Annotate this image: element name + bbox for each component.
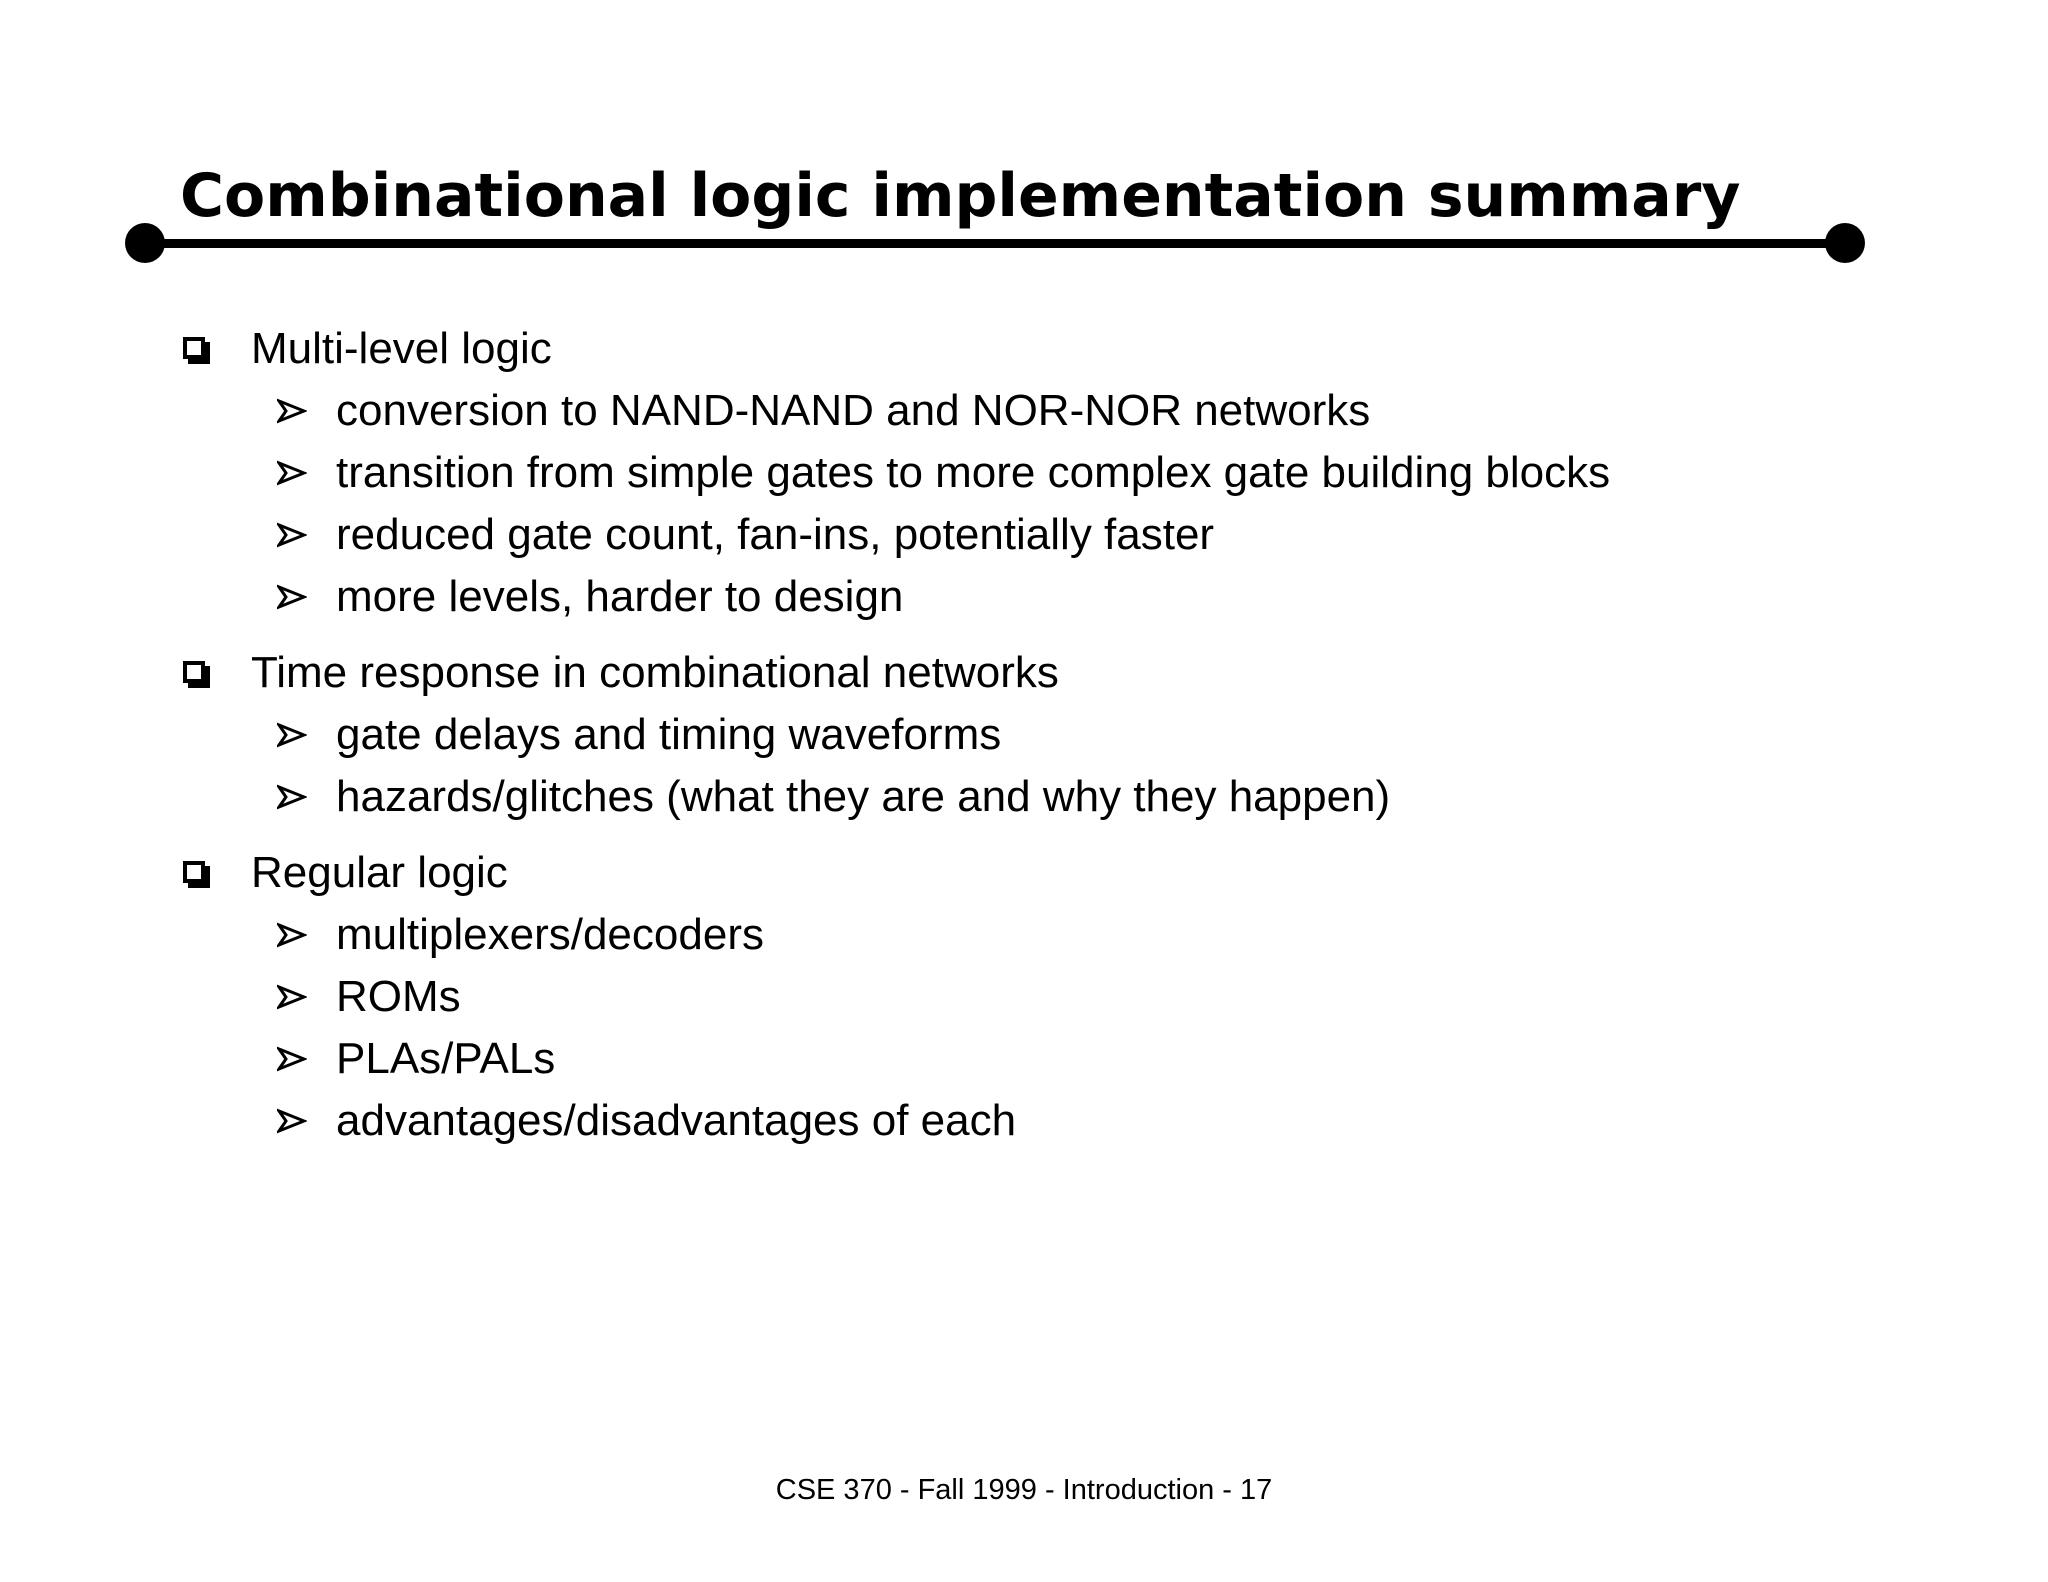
list-item [180,1028,1820,1090]
list-item-text: advantages/disadvantages of each [336,1096,1017,1145]
arrowhead-bullet-icon [277,460,307,486]
list-item-text: reduced gate count, fan-ins, potentially faster [336,510,1215,559]
slide-body [180,318,1820,1166]
sub-bullet-list [180,704,1820,828]
section-time-response [180,642,1820,828]
list-item-text: hazards/glitches (what they are and why they happen) [336,772,1391,821]
checkbox-bullet-icon [183,337,205,359]
list-item [180,704,1820,766]
underline-left-dot [125,223,165,263]
list-item [180,442,1820,504]
list-item-text: ROMs [336,972,461,1021]
list-item [180,904,1820,966]
slide-footer: CSE 370 - Fall 1999 - Introduction - 17 [775,1474,1273,1506]
section-heading [180,318,1820,380]
checkbox-bullet-icon [183,861,205,883]
list-item [180,966,1820,1028]
arrowhead-bullet-icon [277,522,307,548]
list-item [180,504,1820,566]
section-regular-logic [180,842,1820,1152]
sub-bullet-list [180,380,1820,628]
section-label: Time response in combinational networks [251,648,1059,697]
list-item [180,566,1820,628]
arrowhead-bullet-icon [277,922,307,948]
section-label: Regular logic [251,848,508,897]
arrowhead-bullet-icon [277,784,307,810]
list-item-text: more levels, harder to design [336,572,904,621]
section-heading [180,842,1820,904]
list-item [180,1090,1820,1152]
list-item-text: PLAs/PALs [336,1034,556,1083]
checkbox-bullet-icon [183,661,205,683]
list-item-text: transition from simple gates to more complex gate building blocks [336,448,1611,497]
list-item-text: conversion to NAND-NAND and NOR-NOR networks [336,386,1371,435]
arrowhead-bullet-icon [277,584,307,610]
arrowhead-bullet-icon [277,1108,307,1134]
sub-bullet-list [180,904,1820,1152]
section-multi-level-logic [180,318,1820,628]
list-item [180,380,1820,442]
list-item [180,766,1820,828]
section-label: Multi-level logic [251,324,552,373]
arrowhead-bullet-icon [277,1046,307,1072]
slide-title: Combinational logic implementation summary [180,161,1741,231]
list-item-text: multiplexers/decoders [336,910,764,959]
arrowhead-bullet-icon [277,984,307,1010]
arrowhead-bullet-icon [277,398,307,424]
list-item-text: gate delays and timing waveforms [336,710,1002,759]
underline-right-dot [1825,223,1865,263]
arrowhead-bullet-icon [277,722,307,748]
section-heading [180,642,1820,704]
title-underline [145,239,1845,248]
